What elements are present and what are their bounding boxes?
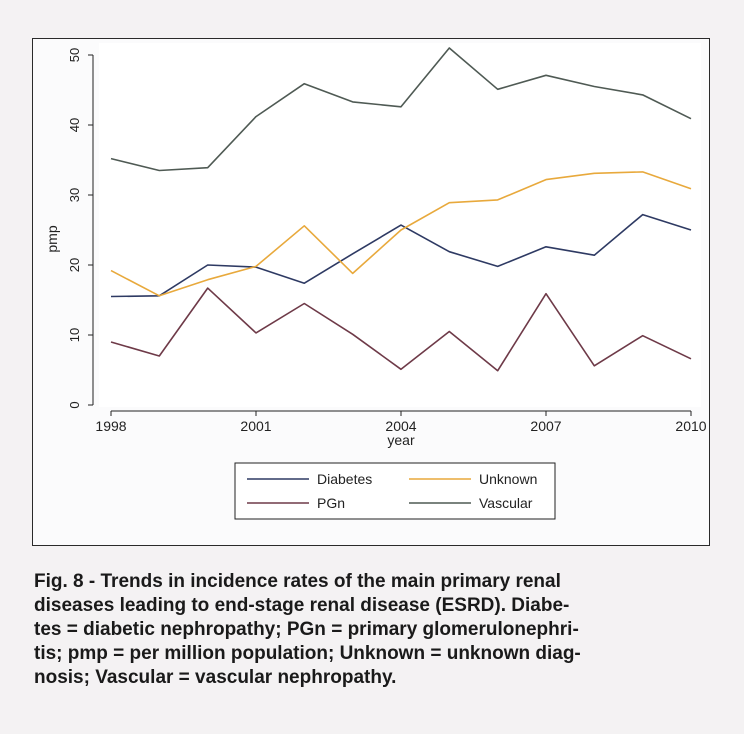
caption-line: tis; pmp = per million population; Unknown = unknown diag- — [34, 643, 581, 664]
legend-label-vascular: Vascular — [479, 495, 533, 511]
y-tick-label: 30 — [67, 187, 82, 203]
y-tick-label: 10 — [67, 327, 82, 343]
x-tick-label: 2001 — [240, 418, 272, 434]
x-tick-label: 2007 — [530, 418, 562, 434]
x-tick-label: 2004 — [385, 418, 417, 434]
legend-label-diabetes: Diabetes — [317, 471, 373, 487]
x-tick-label: 2010 — [675, 418, 707, 434]
caption-line: tes = diabetic nephropathy; PGn = primary glomerulonephri- — [34, 619, 579, 640]
x-axis-label: year — [387, 432, 415, 448]
figure-frame — [32, 38, 710, 546]
x-tick-label: 1998 — [95, 418, 127, 434]
y-tick-label: 0 — [67, 401, 82, 409]
legend-label-pgn: PGn — [317, 495, 346, 511]
caption-line: nosis; Vascular = vascular nephropathy. — [34, 667, 397, 688]
figure-caption — [34, 570, 724, 690]
line-chart — [33, 39, 711, 547]
y-tick-label: 50 — [67, 47, 82, 63]
y-tick-label: 20 — [67, 257, 82, 273]
caption-line: diseases leading to end-stage renal disease (ESRD). Diabe- — [34, 595, 570, 616]
y-tick-label: 40 — [67, 117, 82, 133]
caption-line: Fig. 8 - Trends in incidence rates of the main primary renal — [34, 571, 561, 592]
legend-label-unknown: Unknown — [479, 471, 538, 487]
y-axis-label: pmp — [44, 225, 60, 253]
